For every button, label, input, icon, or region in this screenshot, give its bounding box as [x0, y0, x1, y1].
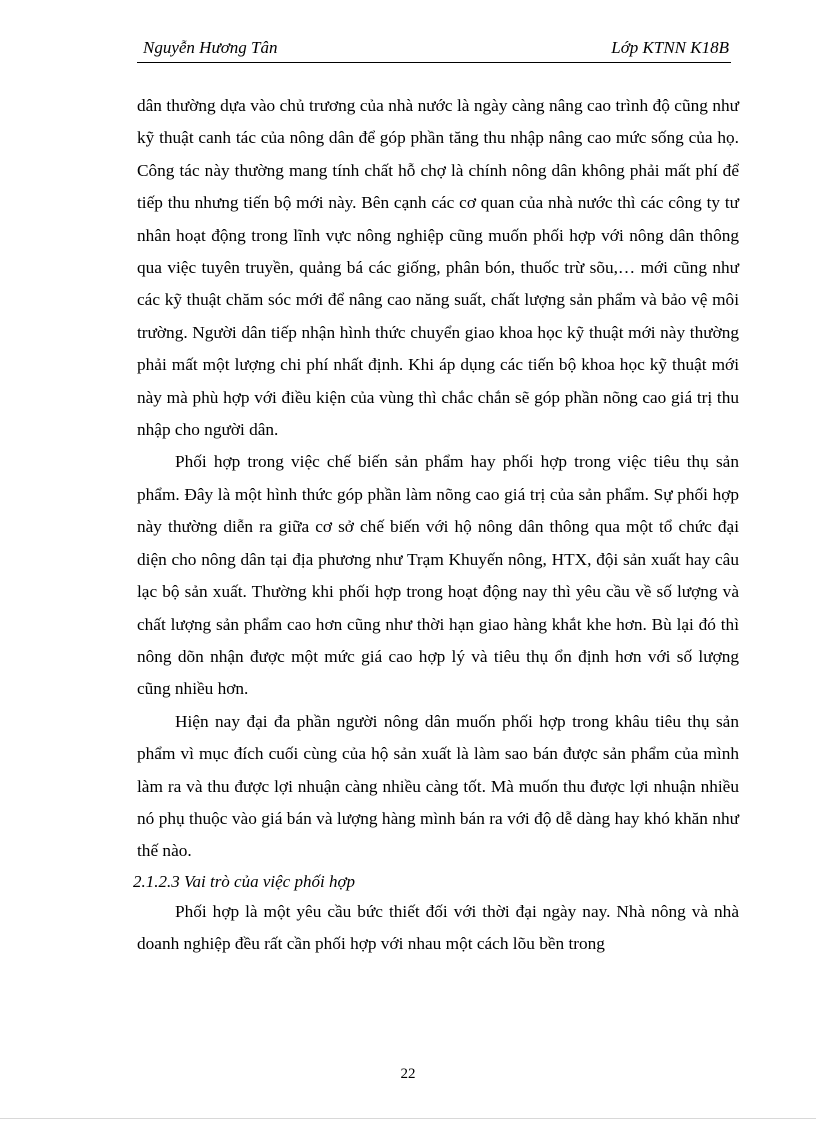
section-heading: 2.1.2.3 Vai trò của việc phối hợp [133, 871, 356, 891]
paragraph-role-of-cooperation: Phối hợp là một yêu cầu bức thiết đối với thời đại ngày nay. Nhà nông và nhà doanh nghiệp đều rất cần phối hợp với nhau một cách lõu bền trong [137, 901, 739, 954]
header-class: Lớp KTNN K18B [611, 38, 729, 57]
paragraph-continuation: dân thường dựa vào chủ trương của nhà nước là ngày càng nâng cao trình độ cũng như kỹ thuật canh tác của nông dân để góp phần tăng thu nhập nâng cao mức sống của họ. Công tác này thường mang tính chất hỗ chợ là chính nông dân không phải mất phí để tiếp thu nhưng tiến bộ mới này. Bên cạnh các cơ quan của nhà nước thì các công ty tư nhân hoạt động trong lĩnh vực nông nghiệp cũng muốn phối hợp với nông dân thông qua việc tuyên truyền, quảng bá các giống, phân bón, thuốc trừ sõu,… mới cũng như các kỹ thuật chăm sóc mới để nâng cao năng suất, chất lượng sản phẩm và bảo vệ môi trường. Người dân tiếp nhận hình thức chuyển giao khoa học kỹ thuật mới này thường phải mất một lượng chi phí nhất định. Khi áp dụng các tiến bộ khoa học kỹ thuật mới này mà phù hợp với điều kiện của vùng thì chắc chắn sẽ góp phần nõng cao giá trị thu nhập cho người dân. [137, 96, 739, 440]
header-author: Nguyễn Hương Tân [143, 38, 278, 57]
paragraph-consumption-cooperation: Hiện nay đại đa phần người nông dân muốn phối hợp trong khâu tiêu thụ sản phẩm vì mục đích cuối cùng của hộ sản xuất là làm sao bán được sản phẩm của mình làm ra và thu được lợi nhuận càng nhiều càng tốt. Mà muốn thu được lợi nhuận nhiều nó phụ thuộc vào giá bán và lượng hàng mình bán ra với độ dễ dàng hay khó khăn như thế nào. [137, 711, 739, 861]
paragraph-processing-cooperation: Phối hợp trong việc chế biến sản phẩm hay phối hợp trong việc tiêu thụ sản phẩm. Đây là một hình thức góp phần làm nõng cao giá trị của sản phẩm. Sự phối hợp này thường diễn ra giữa cơ sở chế biến với hộ nông dân thông qua một tổ chức đại diện cho nông dân tại địa phương như Trạm Khuyến nông, HTX, đội sản xuất hay câu lạc bộ sản xuất. Thường khi phối hợp trong hoạt động nay thì yêu cầu về số lượng và chất lượng sản phẩm cao hơn cũng như thời hạn giao hàng khắt khe hơn. Bù lại đó thì nông dõn nhận được một mức giá cao hợp lý và tiêu thụ ổn định hơn với số lượng cũng nhiều hơn. [137, 452, 739, 699]
running-header [137, 38, 731, 63]
page-body [133, 90, 739, 961]
page-number: 22 [400, 1066, 416, 1082]
page-edge-divider [0, 1118, 816, 1119]
